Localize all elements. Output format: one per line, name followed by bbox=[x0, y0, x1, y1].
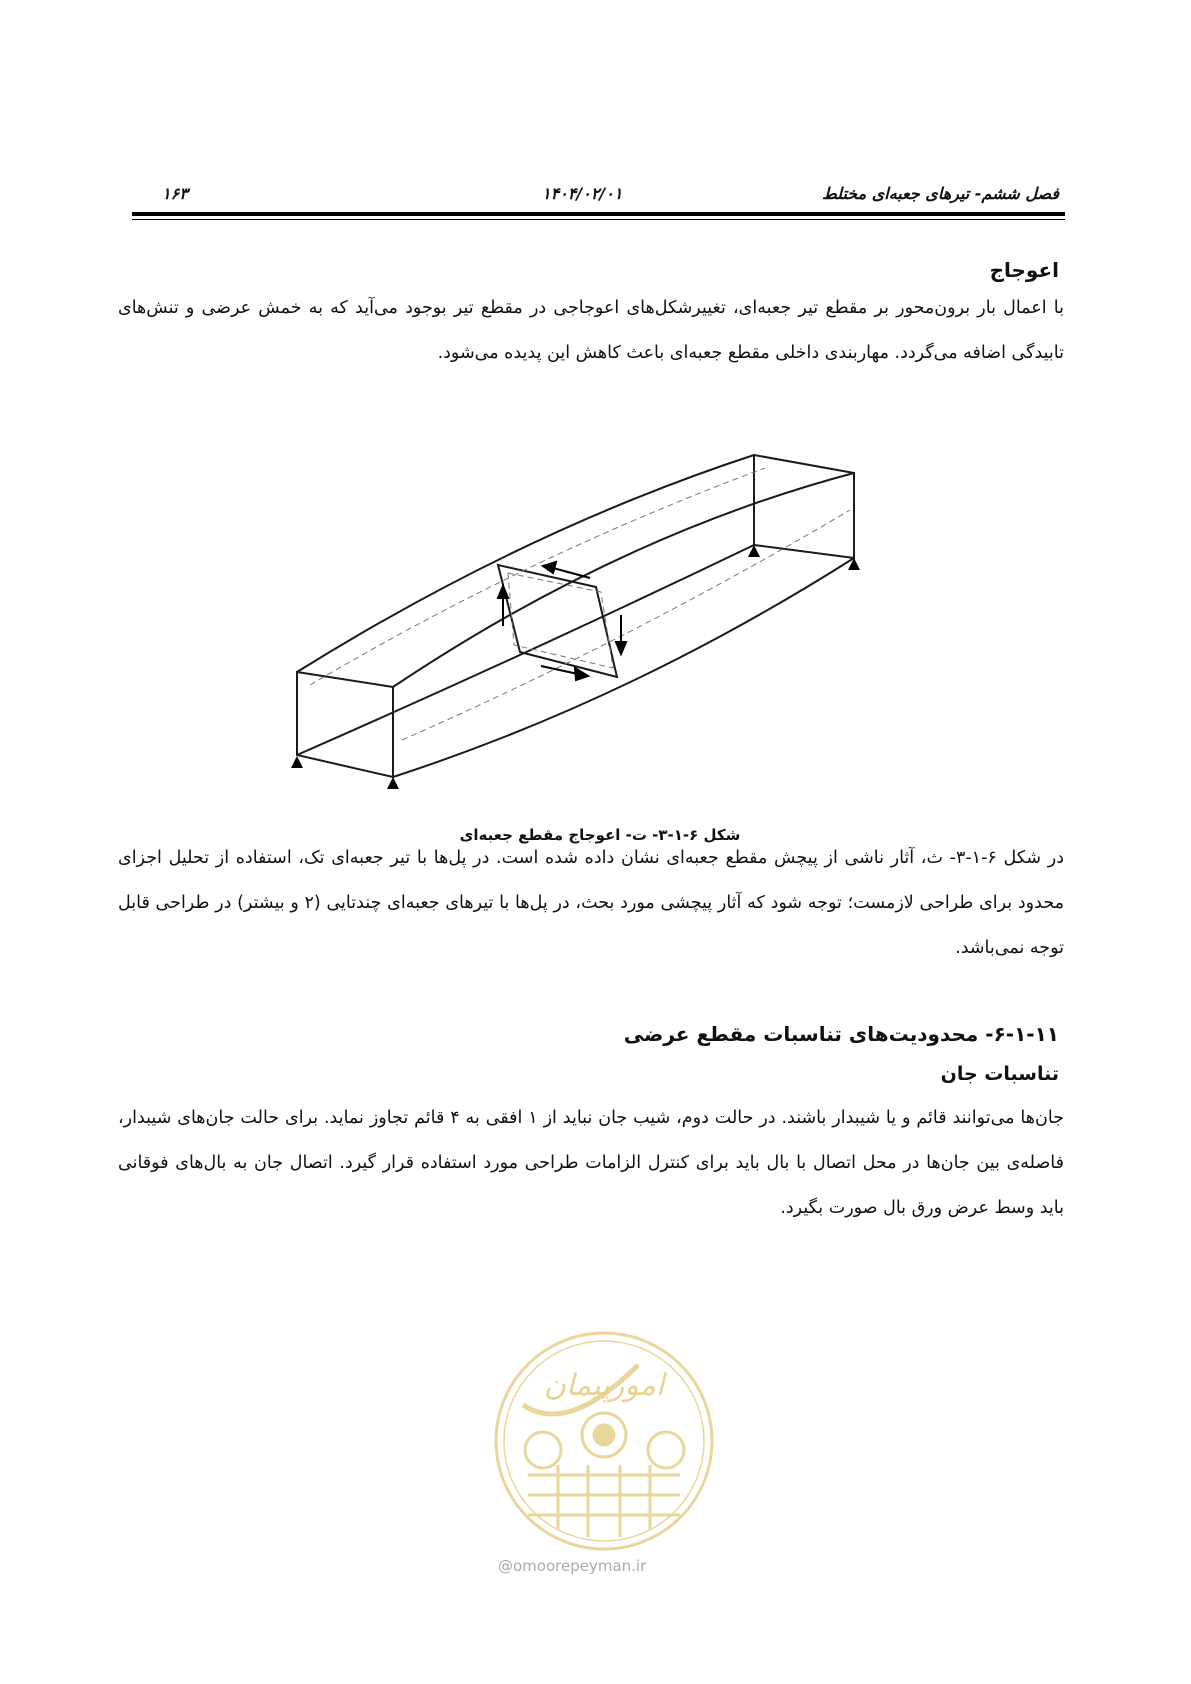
arrow-icon bbox=[498, 586, 508, 598]
watermark-logo-text: امورپیمان bbox=[543, 1368, 665, 1403]
arrow-icon bbox=[616, 642, 626, 654]
arrow-left-shaft bbox=[553, 568, 590, 578]
arrow-icon bbox=[543, 562, 556, 573]
header-date: ۱۴۰۴/۰۲/۰۱ bbox=[542, 184, 623, 203]
paragraph-torsion bbox=[118, 836, 1064, 971]
dashed-reference-mid bbox=[402, 510, 850, 740]
left-end-frame bbox=[297, 672, 393, 777]
bottom-front-edge bbox=[393, 558, 854, 777]
box-girder-distortion-figure bbox=[262, 440, 922, 810]
page-number: ۱۶۳ bbox=[162, 184, 188, 203]
watermark-url: @omoorepeyman.ir bbox=[498, 1557, 647, 1575]
support-triangle-icon bbox=[387, 777, 399, 789]
paragraph-web-proportions-text: جان‌ها می‌توانند قائم و یا شیبدار باشند. در حالت دوم، شیب جان نباید از ۱ افقی به ۴ قائم تجاوز نماید. برای حالت جان‌های شیبدار، فاصله‌ی بین جان‌ها در محل اتصال با بال باید برای کنترل الزامات طراحی مورد استفاده قرار گیرد. اتصال جان به بال‌های فوقانی باید وسط عرض ورق بال صورت بگیرد. bbox=[118, 1108, 1064, 1218]
header-rule-thin bbox=[132, 219, 1065, 220]
bottom-back-edge bbox=[297, 545, 754, 755]
subheading-web-proportions: تناسبات جان bbox=[940, 1063, 1059, 1085]
figure-caption: شکل ۶-۱-۳- ت- اعوجاج مقطع جعبه‌ای bbox=[459, 826, 741, 844]
header-rule-thick bbox=[132, 212, 1065, 216]
right-end-frame bbox=[754, 455, 854, 558]
paragraph-web-proportions bbox=[118, 1096, 1064, 1231]
section-heading-distortion: اعوجاج bbox=[989, 258, 1059, 282]
section-heading-limits: ۶-۱-۱۱- محدودیت‌های تناسبات مقطع عرضی bbox=[623, 1022, 1059, 1046]
paragraph-distortion bbox=[118, 286, 1064, 376]
paragraph-torsion-text: در شکل ۶-۱-۳- ث، آثار ناشی از پیچش مقطع جعبه‌ای نشان داده شده است. در پل‌ها با تیر جعبه‌ای تک، استفاده از تحلیل اجزای محدود برای طراحی لازمست؛ توجه شود که آثار پیچشی مورد بحث، در پل‌ها با تیرهای جعبه‌ای چندتایی (۲ و بیشتر) در طراحی قابل توجه نمی‌باشد. bbox=[118, 848, 1064, 958]
top-back-edge bbox=[297, 455, 754, 672]
top-front-edge bbox=[393, 473, 854, 687]
paragraph-distortion-text: با اعمال بار برون‌محور بر مقطع تیر جعبه‌ای، تغییرشکل‌های اعوجاجی در مقطع تیر بوجود می‌آید که به خمش عرضی و تنش‌های تابیدگی اضافه می‌گردد. مهاربندی داخلی مقطع جعبه‌ای باعث کاهش این پدیده می‌شود. bbox=[118, 298, 1064, 363]
chapter-title: فصل ششم- تیرهای جعبه‌ای مختلط bbox=[821, 184, 1059, 203]
distorted-mid-section bbox=[498, 565, 617, 677]
watermark-logo bbox=[488, 1325, 720, 1557]
dashed-reference-top bbox=[310, 468, 765, 685]
support-triangle-icon bbox=[291, 756, 303, 768]
